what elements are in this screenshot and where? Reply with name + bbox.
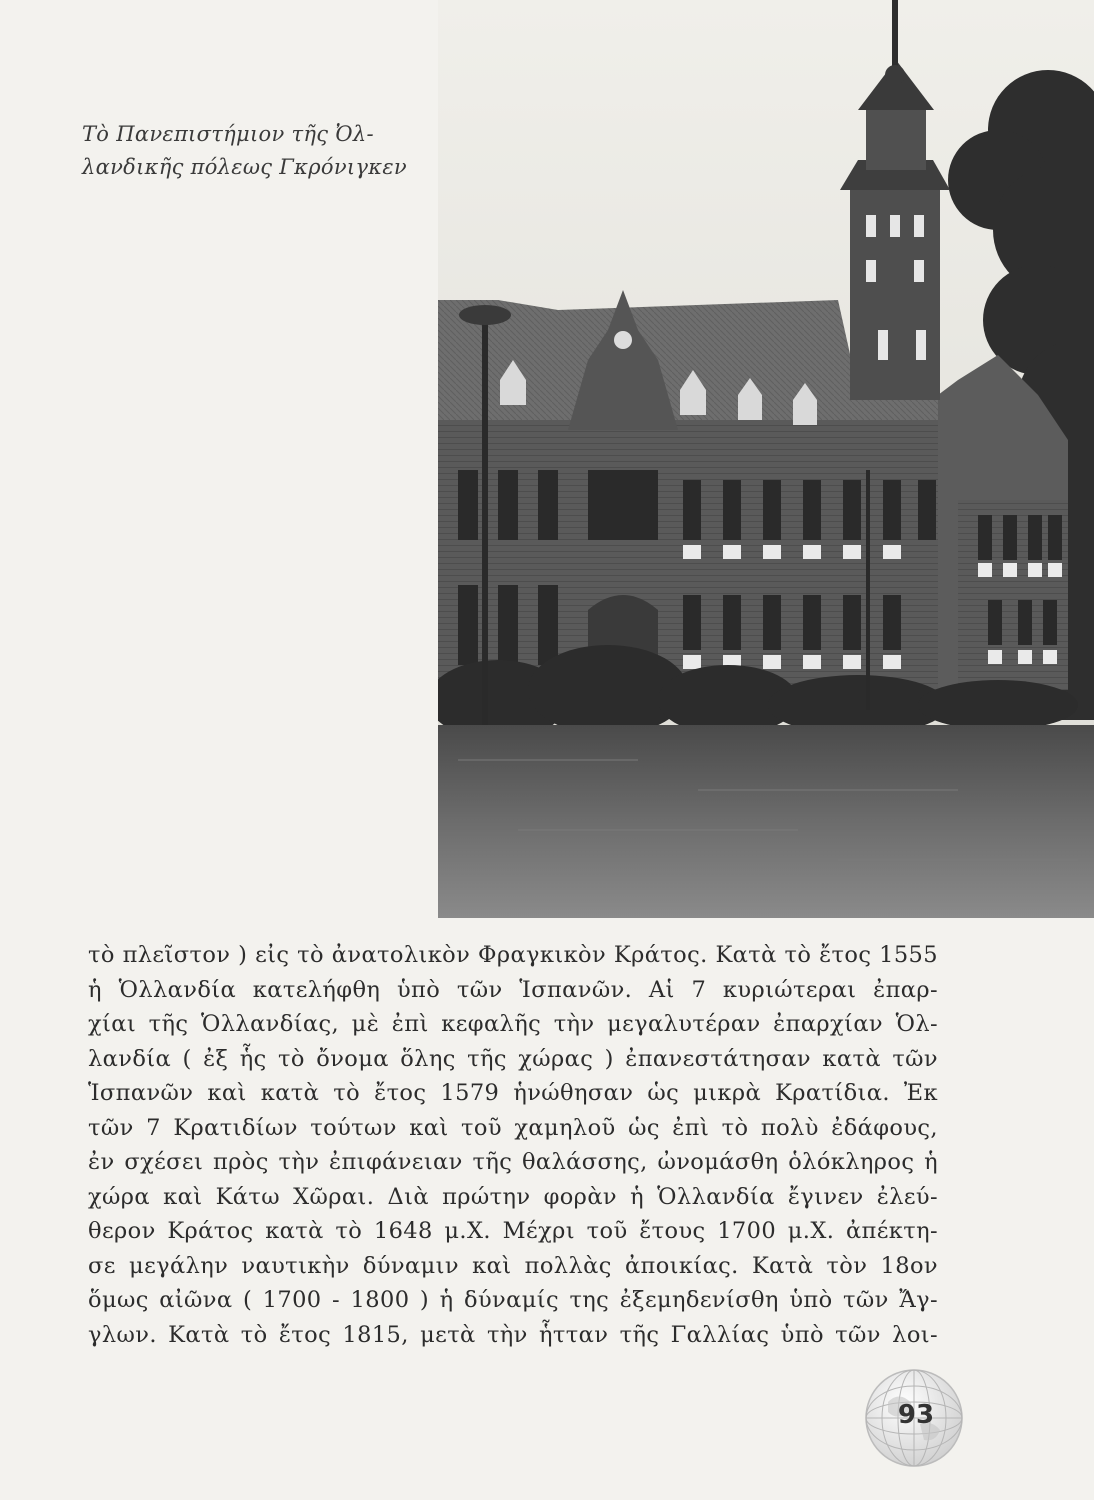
building-illustration bbox=[438, 0, 1094, 918]
body-line: Ἱσπανῶν καὶ κατὰ τὸ ἔτος 1579 ἡνώθησαν ὡς μικρὰ Κρατίδια. Ἐκ bbox=[88, 1080, 938, 1106]
university-building-photo bbox=[438, 0, 1094, 918]
caption-line-2: λανδικῆς πόλεως Γκρόνιγκεν bbox=[82, 155, 407, 179]
caption-line-1: Τὸ Πανεπιστήμιον τῆς Ὀλ- bbox=[82, 122, 374, 146]
page-number: 93 bbox=[897, 1400, 935, 1430]
body-line: τὸ πλεῖστον ) εἰς τὸ ἀνατολικὸν Φραγκικὸν Κράτος. Κατὰ τὸ ἔτος 1555 bbox=[88, 942, 938, 968]
body-line: τῶν 7 Κρατιδίων τούτων καὶ τοῦ χαμηλοῦ ὡς ἐπὶ τὸ πολὺ ἐδάφους, bbox=[88, 1114, 938, 1141]
body-line: σε μεγάλην ναυτικὴν δύναμιν καὶ πολλὰς ἀποικίας. Κατὰ τὸν 18ον bbox=[88, 1252, 938, 1279]
body-line: ἐν σχέσει πρὸς τὴν ἐπιφάνειαν τῆς θαλάσσης, ὠνομάσθη ὁλόκληρος ἡ bbox=[88, 1149, 938, 1175]
photo-caption bbox=[82, 118, 422, 184]
body-line: ὅμως αἰῶνα ( 1700 - 1800 ) ἡ δύναμίς της ἐξεμηδενίσθη ὑπὸ τῶν Ἄγ- bbox=[88, 1287, 938, 1313]
body-line: θερον Κράτος κατὰ τὸ 1648 μ.Χ. Μέχρι τοῦ ἔτους 1700 μ.Χ. ἀπέκτη- bbox=[88, 1218, 938, 1244]
body-line: χίαι τῆς Ὁλλανδίας, μὲ ἐπὶ κεφαλῆς τὴν μεγαλυτέραν ἐπαρχίαν Ὁλ- bbox=[88, 1011, 938, 1037]
body-line: γλων. Κατὰ τὸ ἔτος 1815, μετὰ τὴν ἧτταν τῆς Γαλλίας ὑπὸ τῶν λοι- bbox=[88, 1321, 938, 1348]
body-text bbox=[88, 938, 938, 1352]
body-line: λανδία ( ἐξ ἧς τὸ ὄνομα ὅλης τῆς χώρας ) ἐπανεστάτησαν κατὰ τῶν bbox=[88, 1045, 938, 1072]
body-line: χώρα καὶ Κάτω Χῶραι. Διὰ πρώτην φορὰν ἡ Ὁλλανδία ἔγινεν ἐλεύ- bbox=[88, 1183, 938, 1210]
body-line: ἡ Ὁλλανδία κατελήφθη ὑπὸ τῶν Ἱσπανῶν. Αἱ 7 κυριώτεραι ἐπαρ- bbox=[88, 976, 938, 1003]
